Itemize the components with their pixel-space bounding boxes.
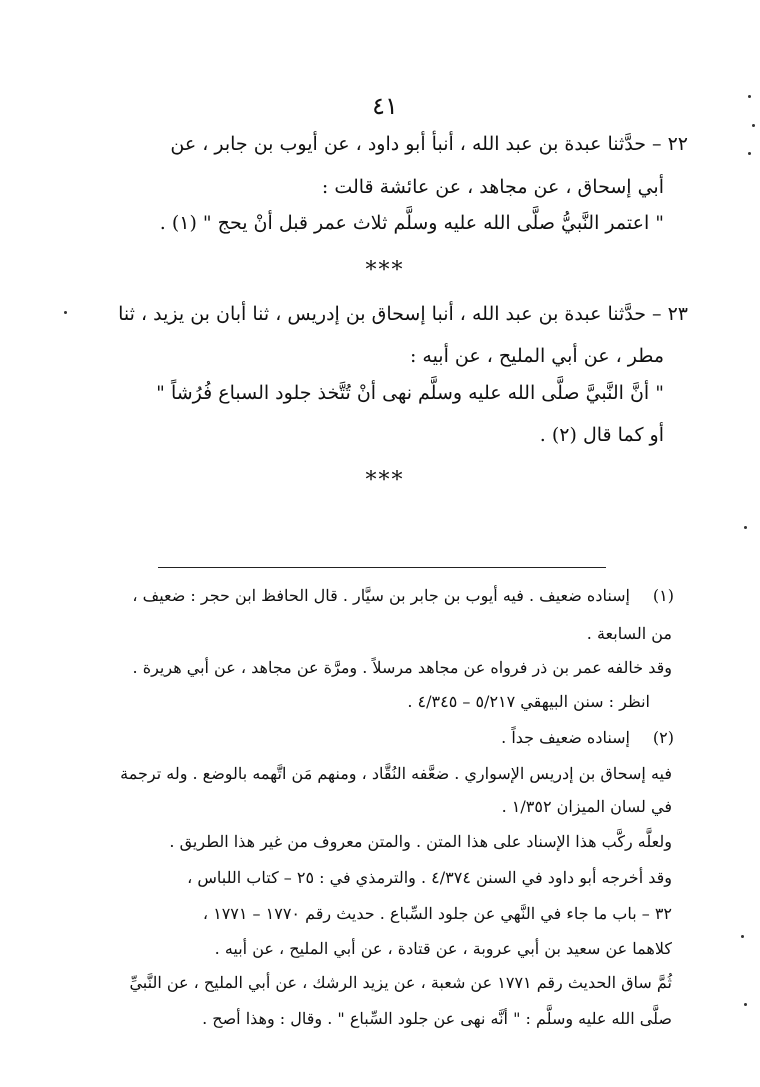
hadith-22-line-3: " اعتمر النَّبيُّ صلَّى الله عليه وسلَّم ثلاث عمر قبل أنْ يحج " (١) . [159, 212, 664, 234]
hadith-23-line-2: مطر ، عن أبي المليح ، عن أبيه : [409, 345, 664, 367]
footnote-2-line-4: ولعلَّه ركَّب هذا الإسناد على هذا المتن . والمتن معروف من غير هذا الطريق . [169, 832, 672, 851]
footnote-1-line-3: وقد خالفه عمر بن ذر فرواه عن مجاهد مرسلاً . ومرَّة عن مجاهد ، عن أبي هريرة . [132, 658, 672, 677]
page-number: ٤١ [372, 92, 398, 120]
footnote-1-line-2: من السابعة . [586, 624, 672, 643]
scan-speck [744, 1003, 747, 1006]
scan-speck [748, 152, 751, 155]
scan-speck [748, 95, 751, 98]
hadith-23-line-3: " أنَّ النَّبيَّ صلَّى الله عليه وسلَّم نهى أنْ تُتَّخذ جلود السباع فُرُشاً " [156, 382, 664, 404]
hadith-22-line-2: أبي إسحاق ، عن مجاهد ، عن عائشة قالت : [321, 176, 664, 198]
footnote-divider [158, 567, 606, 568]
scan-speck [744, 526, 747, 529]
hadith-22-line-1: ٢٢ – حدَّثنا عبدة بن عبد الله ، أنبأ أبو داود ، عن أيوب بن جابر ، عن [170, 133, 688, 155]
scan-speck [752, 124, 755, 127]
scan-speck [64, 311, 67, 314]
footnote-2-number: (٢) [652, 728, 674, 747]
footnote-2-line-1: إسناده ضعيف جداً . [501, 728, 630, 747]
footnote-2-line-3: في لسان الميزان ١/٣٥٢ . [501, 797, 672, 816]
footnote-1-line-4: انظر : سنن البيهقي ٥/٢١٧ – ٤/٣٤٥ . [407, 692, 650, 711]
footnote-2-line-5: وقد أخرجه أبو داود في السنن ٤/٣٧٤ . والترمذي في : ٢٥ – كتاب اللباس ، [187, 868, 672, 887]
footnote-2-line-2: فيه إسحاق بن إدريس الإسواري . ضعَّفه النُقَّاد ، ومنهم مَن اتَّهمه بالوضع . وله ترجمة [120, 764, 672, 783]
section-separator: *** [365, 468, 405, 493]
footnote-2-line-9: صلَّى الله عليه وسلَّم : " أنَّه نهى عن جلود السِّباع " . وقال : وهذا أصح . [202, 1009, 672, 1028]
footnote-1-number: (١) [652, 586, 674, 605]
footnote-2-line-6: ٣٢ – باب ما جاء في النَّهي عن جلود السِّباع . حديث رقم ١٧٧٠ – ١٧٧١ ، [202, 904, 672, 923]
footnote-2-line-8: ثُمَّ ساق الحديث رقم ١٧٧١ عن شعبة ، عن يزيد الرشك ، عن أبي المليح ، عن النَّبيِّ [129, 973, 672, 992]
footnote-2-line-7: كلاهما عن سعيد بن أبي عروبة ، عن قتادة ، عن أبي المليح ، عن أبيه . [214, 939, 672, 958]
scan-speck [741, 935, 744, 938]
hadith-23-line-4: أو كما قال (٢) . [539, 424, 664, 446]
hadith-23-line-1: ٢٣ – حدَّثنا عبدة بن عبد الله ، أنبا إسحاق بن إدريس ، ثنا أبان بن يزيد ، ثنا [118, 303, 688, 325]
footnote-1-line-1: إسناده ضعيف . فيه أيوب بن جابر بن سيَّار . قال الحافظ ابن حجر : ضعيف ، [132, 586, 630, 605]
section-separator: *** [365, 258, 405, 283]
